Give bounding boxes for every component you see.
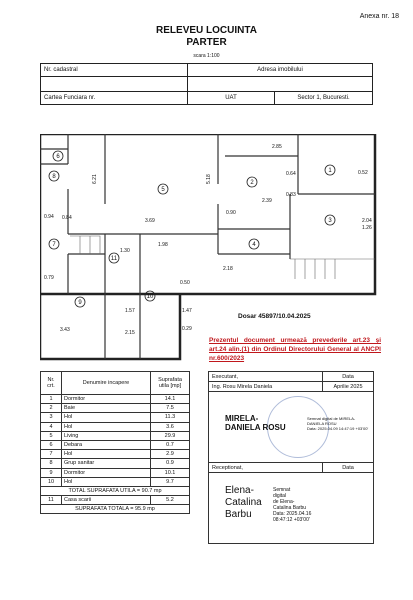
dim-label: 1.57 <box>125 308 135 314</box>
dim-label: 0.29 <box>182 326 192 332</box>
row-nr: 8 <box>41 459 62 468</box>
row-area: 2.9 <box>151 450 190 459</box>
row-name: Baie <box>62 404 151 413</box>
signer2-line: Barbu <box>225 509 252 520</box>
signer1-line: DANIELA ROSU <box>225 423 286 432</box>
row-nr: 10 <box>41 477 62 486</box>
signer2-line: Catalina <box>225 497 262 508</box>
address-cell: Adresa imobilului <box>188 64 373 77</box>
row-name: Hol <box>62 413 151 422</box>
receptionat-label: Receptionat, <box>209 463 323 473</box>
row-name: Hol <box>62 422 151 431</box>
dim-label: 1.30 <box>120 248 130 254</box>
row-name: Living <box>62 431 151 440</box>
doc-subtitle: PARTER <box>186 37 227 48</box>
row-nr: 7 <box>41 450 62 459</box>
row-nr: 9 <box>41 468 62 477</box>
signed2-line: Semnat <box>273 487 291 493</box>
dim-label: 1.47 <box>182 308 192 314</box>
row-nr: 11 <box>41 496 62 505</box>
signature-table <box>208 371 374 544</box>
signed1-line: Semnat digital de MIRELA- <box>307 416 356 421</box>
room-number: 6 <box>56 154 60 160</box>
signed1-line: DANIELA ROSU <box>307 421 337 426</box>
room-number: 3 <box>328 218 332 224</box>
row-area: 10.1 <box>151 468 190 477</box>
row-area: 11.3 <box>151 413 190 422</box>
scale-label: scara 1:100 <box>193 53 220 59</box>
col-area: Suprafata utila [mp] <box>151 372 190 395</box>
total: SUPRAFATA TOTALA = 95.9 mp <box>41 505 190 514</box>
legal-notice: Prezentul document urmează prevederile art.23 şi art.24 alin.(1) din Ordinul Directorului General al ANCPI nr.600/2023 <box>209 337 381 362</box>
row-area: 5.2 <box>151 496 190 505</box>
row-name: Grup sanitar <box>62 459 151 468</box>
dim-label: 2.18 <box>223 266 233 272</box>
signer2-line: Elena- <box>225 485 254 496</box>
dim-label: 2.04 <box>362 218 372 224</box>
room-number: 1 <box>328 168 332 174</box>
signed2-line: 08:47:12 +03'00' <box>273 517 310 523</box>
row-nr: 6 <box>41 440 62 449</box>
row-area: 0.7 <box>151 440 190 449</box>
dim-label: 2.85 <box>272 144 282 150</box>
col-name: Denumire incapere <box>62 372 151 395</box>
row-name: Hol <box>62 450 151 459</box>
signed1-line: Data: 2025.04.09 14:47:19 +03'00' <box>307 426 369 431</box>
data2-label: Data <box>323 463 374 473</box>
room-number: 10 <box>146 294 154 300</box>
signer1-line: MIRELA- <box>225 414 259 423</box>
signed2-line: Data: 2025.04.16 <box>273 511 312 517</box>
signature-box-1 <box>209 392 374 463</box>
dim-label: 3.69 <box>145 218 155 224</box>
room-number: 4 <box>252 242 256 248</box>
room-number: 2 <box>250 180 254 186</box>
sector-cell: Sector 1, Bucuresti. <box>275 92 373 105</box>
dim-label: 0.52 <box>358 170 368 176</box>
col-nr: Nr. crt. <box>41 372 62 395</box>
row-nr: 5 <box>41 431 62 440</box>
header-table <box>40 63 373 105</box>
cadastral-cell: Nr. cadastral <box>41 64 188 77</box>
dim-label: 2.15 <box>125 330 135 336</box>
date-value: Aprilie 2025 <box>323 382 374 392</box>
dim-label: 1.98 <box>158 242 168 248</box>
dim-label: 1.26 <box>362 225 372 231</box>
rooms-table <box>40 371 190 514</box>
total-util: TOTAL SUPRAFATA UTILA = 90.7 mp <box>41 486 190 495</box>
row-area: 9.7 <box>151 477 190 486</box>
row-name: Dormitor <box>62 395 151 404</box>
dim-label: 3.43 <box>60 327 70 333</box>
dim-label: 6.21 <box>92 174 98 184</box>
row-area: 3.6 <box>151 422 190 431</box>
dim-label: 0.84 <box>62 215 72 221</box>
room-number: 8 <box>52 174 56 180</box>
floor-plan <box>40 134 380 364</box>
row-area: 7.5 <box>151 404 190 413</box>
row-name: Dormitor <box>62 468 151 477</box>
carte-funciara-cell: Cartea Funciara nr. <box>41 92 188 105</box>
signature-box-2 <box>209 473 374 544</box>
room-number: 11 <box>110 256 118 262</box>
signed2-line: digital <box>273 493 287 499</box>
dim-label: 0.79 <box>44 275 54 281</box>
row-area: 29.9 <box>151 431 190 440</box>
room-number: 5 <box>161 187 165 193</box>
dosar-label: Dosar 45897/10.04.2025 <box>238 313 311 320</box>
dim-label: 0.50 <box>180 280 190 286</box>
dim-label: 0.90 <box>226 210 236 216</box>
row-area: 0.9 <box>151 459 190 468</box>
signed2-line: de Elena- <box>273 499 295 505</box>
row-nr: 3 <box>41 413 62 422</box>
uat-cell: UAT <box>188 92 275 105</box>
row-name: Debara <box>62 440 151 449</box>
dim-label: 5.18 <box>206 174 212 184</box>
dim-label: 0.83 <box>286 192 296 198</box>
annex-label: Anexa nr. 18 <box>359 13 399 20</box>
row-name: Hol <box>62 477 151 486</box>
executant-label: Executant, <box>209 372 323 382</box>
row-area: 14.1 <box>151 395 190 404</box>
signed2-line: Catalina Barbu <box>273 505 307 511</box>
dim-label: 0.94 <box>44 214 54 220</box>
room-number: 9 <box>78 300 82 306</box>
data-label: Data <box>323 372 374 382</box>
row-name: Casa scarii <box>62 496 151 505</box>
row-nr: 1 <box>41 395 62 404</box>
row-nr: 4 <box>41 422 62 431</box>
engineer-name: Ing. Rosu Mirela Daniela <box>209 382 323 392</box>
row-nr: 2 <box>41 404 62 413</box>
doc-title: RELEVEU LOCUINTA <box>156 25 257 36</box>
dim-label: 2.39 <box>262 198 272 204</box>
room-number: 7 <box>52 242 56 248</box>
dim-label: 0.64 <box>286 171 296 177</box>
